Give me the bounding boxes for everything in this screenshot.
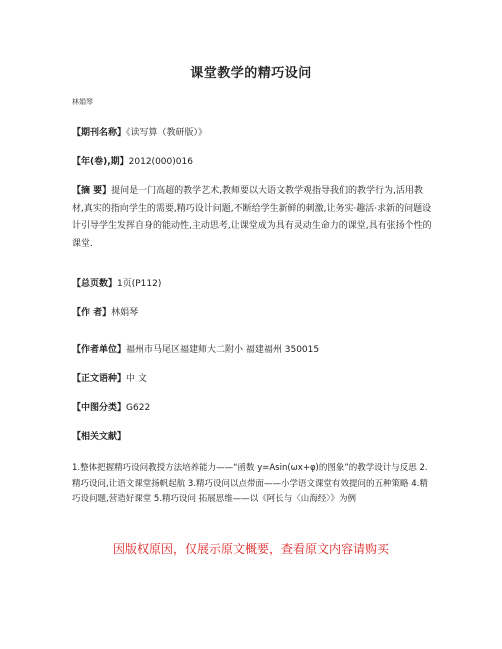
- year-value: 2012(000)016: [128, 157, 193, 167]
- language-field: [72, 371, 432, 387]
- pages-label: 【总页数】: [72, 279, 118, 289]
- journal-label: 【期刊名称】: [72, 128, 127, 138]
- affiliation-label: 【作者单位】: [72, 345, 127, 355]
- pages-field: [72, 276, 432, 292]
- author-label: 【作 者】: [72, 308, 112, 318]
- references-text: 1.整体把握精巧设问教授方法培养能力——“函数 y=Asin(ωx+φ)的图象”的教学设计与反思 2.精巧设问,让语文课堂扬帆起航 3.精巧设问以点带面——小学语文课堂有效提问的五种策略 4.精巧设问题,营造好课堂 5.精巧设问 拓展思维——以《阿长与〈山海经〉》为例: [72, 463, 428, 504]
- clc-value: G622: [126, 403, 151, 413]
- year-field: [72, 154, 432, 170]
- journal-value: 《读写算（教研版）》: [126, 128, 208, 138]
- abstract-field: [72, 183, 432, 253]
- language-value: 中 文: [126, 374, 147, 384]
- journal-field: [72, 125, 432, 141]
- related-label: 【相关文献】: [72, 432, 127, 442]
- affiliation-field: [72, 342, 432, 358]
- abstract-text: 提问是一门高超的教学艺术,教师要以大语文教学观指导我们的教学行为,活用教材,真实的指向学生的需要,精巧设计问题,不断给学生新鲜的刺激,让务实·趣活·求新的问题设计引导学生发挥自身的能动性,主动思考,让课堂成为具有灵动生命力的课堂,具有张扬个性的课堂.: [72, 186, 432, 249]
- pages-value: 1页(P112): [117, 279, 162, 289]
- affiliation-value: 福州市马尾区福建师大二附小 福建福州 350015: [126, 345, 320, 355]
- related-field: [72, 429, 432, 445]
- author-value: 林娟琴: [111, 308, 139, 318]
- author-line: 林娟琴: [72, 98, 93, 106]
- clc-label: 【中图分类】: [72, 403, 127, 413]
- page-title: 课堂教学的精巧设问: [190, 66, 312, 81]
- clc-field: [72, 400, 432, 416]
- abstract-label: 【摘 要】: [72, 186, 112, 196]
- copyright-notice[interactable]: 因版权原因，仅展示原文概要，查看原文内容请购买: [112, 542, 389, 556]
- language-label: 【正文语种】: [72, 374, 127, 384]
- author-field: [72, 305, 432, 321]
- year-label: 【年(卷),期】: [72, 157, 129, 167]
